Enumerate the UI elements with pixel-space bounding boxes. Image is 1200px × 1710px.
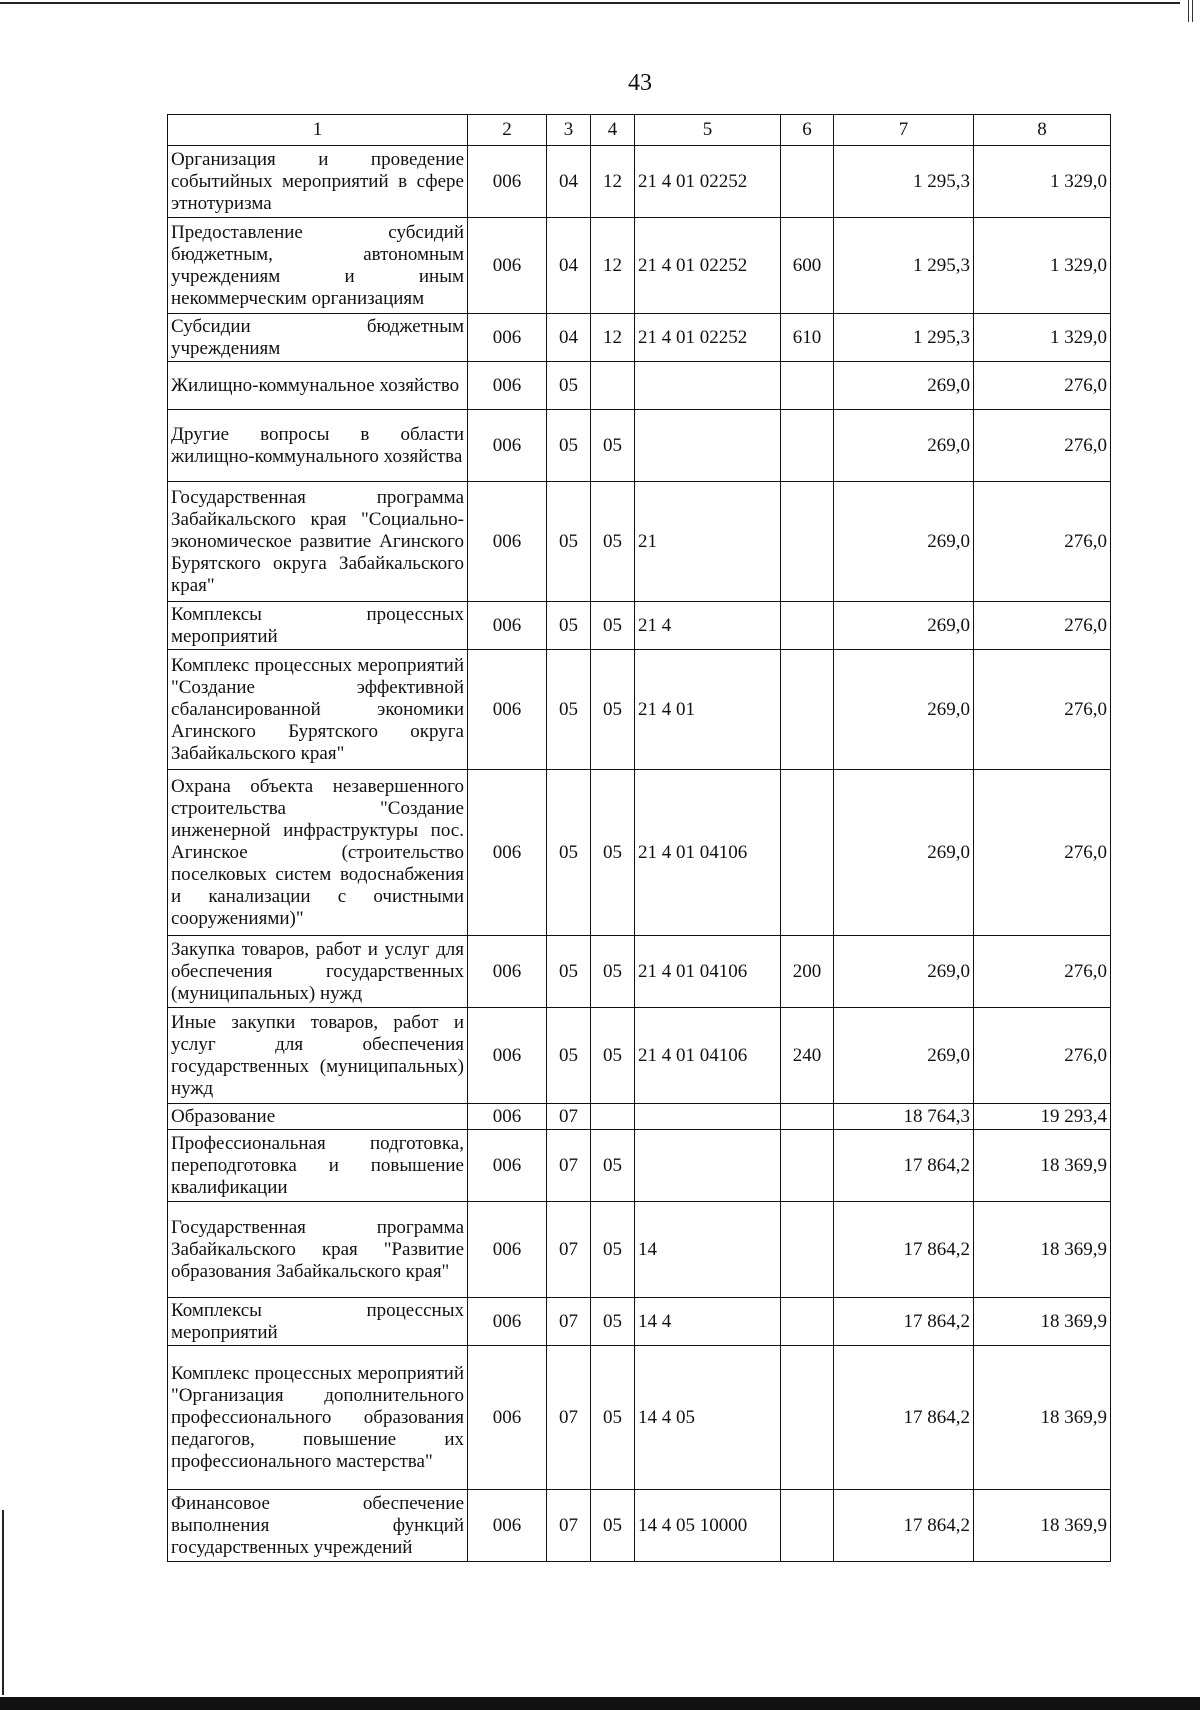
expense-type-cell: 200	[781, 936, 834, 1008]
row-name-cell: Закупка товаров, работ и услуг для обеспечения государственных (муниципальных) нужд	[168, 936, 468, 1008]
subsection-code-cell: 12	[591, 146, 635, 218]
table-row	[168, 936, 1111, 1008]
budget-table	[167, 114, 1111, 1562]
row-name-cell: Образование	[168, 1104, 468, 1130]
target-article-cell: 14 4 05	[635, 1346, 781, 1490]
row-name-cell: Иные закупки товаров, работ и услуг для обеспечения государственных (муниципальных) нужд	[168, 1008, 468, 1104]
amount-year1-cell: 17 864,2	[834, 1130, 974, 1202]
section-code-cell: 006	[468, 1130, 547, 1202]
header-cell: 1	[168, 115, 468, 146]
table-row	[168, 602, 1111, 650]
expense-type-cell: 600	[781, 218, 834, 314]
expense-type-cell	[781, 362, 834, 410]
table-row	[168, 1202, 1111, 1298]
target-article-cell: 21 4 01 04106	[635, 936, 781, 1008]
chapter-code-cell: 07	[547, 1202, 591, 1298]
table-row	[168, 410, 1111, 482]
amount-year1-cell: 17 864,2	[834, 1298, 974, 1346]
target-article-cell: 21 4 01 02252	[635, 314, 781, 362]
expense-type-cell	[781, 1346, 834, 1490]
section-code-cell: 006	[468, 936, 547, 1008]
table-row	[168, 770, 1111, 936]
table-row	[168, 1104, 1111, 1130]
table-row	[168, 362, 1111, 410]
subsection-code-cell: 05	[591, 602, 635, 650]
subsection-code-cell: 05	[591, 1298, 635, 1346]
amount-year2-cell: 18 369,9	[974, 1490, 1111, 1562]
amount-year2-cell: 19 293,4	[974, 1104, 1111, 1130]
chapter-code-cell: 05	[547, 770, 591, 936]
chapter-code-cell: 07	[547, 1104, 591, 1130]
scan-left-line	[2, 1510, 4, 1695]
target-article-cell	[635, 410, 781, 482]
subsection-code-cell: 05	[591, 1130, 635, 1202]
section-code-cell: 006	[468, 1104, 547, 1130]
amount-year1-cell: 17 864,2	[834, 1202, 974, 1298]
chapter-code-cell: 05	[547, 410, 591, 482]
section-code-cell: 006	[468, 410, 547, 482]
table-row	[168, 314, 1111, 362]
target-article-cell: 21 4 01 04106	[635, 1008, 781, 1104]
target-article-cell	[635, 1104, 781, 1130]
table-row	[168, 482, 1111, 602]
scan-bottom-bar	[0, 1697, 1200, 1710]
expense-type-cell	[781, 482, 834, 602]
target-article-cell	[635, 362, 781, 410]
expense-type-cell	[781, 1104, 834, 1130]
row-name-cell: Организация и проведение событийных мероприятий в сфере этнотуризма	[168, 146, 468, 218]
section-code-cell: 006	[468, 314, 547, 362]
row-name-cell: Другие вопросы в области жилищно-коммунального хозяйства	[168, 410, 468, 482]
amount-year2-cell: 276,0	[974, 362, 1111, 410]
scan-edge-mark	[1188, 0, 1193, 22]
section-code-cell: 006	[468, 146, 547, 218]
chapter-code-cell: 05	[547, 602, 591, 650]
chapter-code-cell: 04	[547, 146, 591, 218]
target-article-cell: 21 4 01 02252	[635, 218, 781, 314]
expense-type-cell	[781, 602, 834, 650]
subsection-code-cell: 05	[591, 1202, 635, 1298]
amount-year2-cell: 18 369,9	[974, 1202, 1111, 1298]
section-code-cell: 006	[468, 1490, 547, 1562]
expense-type-cell	[781, 1298, 834, 1346]
chapter-code-cell: 05	[547, 650, 591, 770]
amount-year1-cell: 269,0	[834, 362, 974, 410]
amount-year2-cell: 276,0	[974, 770, 1111, 936]
target-article-cell: 21 4 01	[635, 650, 781, 770]
expense-type-cell	[781, 146, 834, 218]
amount-year2-cell: 276,0	[974, 1008, 1111, 1104]
row-name-cell: Комплексы процессных мероприятий	[168, 602, 468, 650]
subsection-code-cell: 05	[591, 770, 635, 936]
row-name-cell: Государственная программа Забайкальского края "Социально-экономическое развитие Агинского Бурятского округа Забайкальского края"	[168, 482, 468, 602]
table-row	[168, 1130, 1111, 1202]
chapter-code-cell: 07	[547, 1346, 591, 1490]
header-cell: 6	[781, 115, 834, 146]
subsection-code-cell	[591, 362, 635, 410]
row-name-cell: Субсидии бюджетным учреждениям	[168, 314, 468, 362]
header-cell: 3	[547, 115, 591, 146]
subsection-code-cell: 05	[591, 650, 635, 770]
amount-year1-cell: 18 764,3	[834, 1104, 974, 1130]
section-code-cell: 006	[468, 1298, 547, 1346]
row-name-cell: Профессиональная подготовка, переподготовка и повышение квалификации	[168, 1130, 468, 1202]
amount-year1-cell: 269,0	[834, 482, 974, 602]
row-name-cell: Жилищно-коммунальное хозяйство	[168, 362, 468, 410]
subsection-code-cell	[591, 1104, 635, 1130]
target-article-cell: 21 4 01 04106	[635, 770, 781, 936]
header-row	[168, 115, 1111, 146]
amount-year2-cell: 276,0	[974, 482, 1111, 602]
expense-type-cell	[781, 1202, 834, 1298]
table-row	[168, 1008, 1111, 1104]
amount-year1-cell: 1 295,3	[834, 314, 974, 362]
amount-year1-cell: 269,0	[834, 770, 974, 936]
table-row	[168, 1298, 1111, 1346]
amount-year1-cell: 269,0	[834, 1008, 974, 1104]
header-cell: 4	[591, 115, 635, 146]
header-cell: 2	[468, 115, 547, 146]
expense-type-cell	[781, 1130, 834, 1202]
amount-year1-cell: 269,0	[834, 410, 974, 482]
subsection-code-cell: 12	[591, 314, 635, 362]
subsection-code-cell: 05	[591, 1008, 635, 1104]
amount-year1-cell: 269,0	[834, 602, 974, 650]
header-cell: 8	[974, 115, 1111, 146]
expense-type-cell	[781, 650, 834, 770]
target-article-cell: 14	[635, 1202, 781, 1298]
chapter-code-cell: 07	[547, 1298, 591, 1346]
section-code-cell: 006	[468, 650, 547, 770]
amount-year1-cell: 269,0	[834, 936, 974, 1008]
section-code-cell: 006	[468, 602, 547, 650]
expense-type-cell: 240	[781, 1008, 834, 1104]
subsection-code-cell: 05	[591, 1346, 635, 1490]
page-number: 43	[628, 70, 652, 96]
table-row	[168, 650, 1111, 770]
section-code-cell: 006	[468, 1346, 547, 1490]
chapter-code-cell: 04	[547, 314, 591, 362]
section-code-cell: 006	[468, 482, 547, 602]
section-code-cell: 006	[468, 1202, 547, 1298]
expense-type-cell	[781, 410, 834, 482]
section-code-cell: 006	[468, 362, 547, 410]
row-name-cell: Комплексы процессных мероприятий	[168, 1298, 468, 1346]
amount-year2-cell: 1 329,0	[974, 314, 1111, 362]
amount-year1-cell: 1 295,3	[834, 218, 974, 314]
amount-year2-cell: 276,0	[974, 410, 1111, 482]
section-code-cell: 006	[468, 770, 547, 936]
table-row	[168, 1490, 1111, 1562]
expense-type-cell: 610	[781, 314, 834, 362]
chapter-code-cell: 05	[547, 1008, 591, 1104]
target-article-cell: 14 4	[635, 1298, 781, 1346]
row-name-cell: Охрана объекта незавершенного строительства "Создание инженерной инфраструктуры пос. Агинское (строительство поселковых систем водоснабжения и канализации с очистными сооружениями)"	[168, 770, 468, 936]
expense-type-cell	[781, 770, 834, 936]
subsection-code-cell: 05	[591, 482, 635, 602]
target-article-cell: 21 4 01 02252	[635, 146, 781, 218]
section-code-cell: 006	[468, 1008, 547, 1104]
subsection-code-cell: 12	[591, 218, 635, 314]
amount-year2-cell: 18 369,9	[974, 1130, 1111, 1202]
scan-top-rule	[0, 2, 1180, 4]
amount-year2-cell: 276,0	[974, 936, 1111, 1008]
chapter-code-cell: 07	[547, 1130, 591, 1202]
row-name-cell: Предоставление субсидий бюджетным, автономным учреждениям и иным некоммерческим организациям	[168, 218, 468, 314]
chapter-code-cell: 04	[547, 218, 591, 314]
target-article-cell: 14 4 05 10000	[635, 1490, 781, 1562]
amount-year2-cell: 1 329,0	[974, 146, 1111, 218]
table-row	[168, 218, 1111, 314]
header-cell: 7	[834, 115, 974, 146]
amount-year2-cell: 1 329,0	[974, 218, 1111, 314]
amount-year1-cell: 269,0	[834, 650, 974, 770]
subsection-code-cell: 05	[591, 936, 635, 1008]
amount-year2-cell: 276,0	[974, 650, 1111, 770]
header-cell: 5	[635, 115, 781, 146]
amount-year2-cell: 18 369,9	[974, 1298, 1111, 1346]
row-name-cell: Государственная программа Забайкальского края "Развитие образования Забайкальского края"	[168, 1202, 468, 1298]
amount-year1-cell: 1 295,3	[834, 146, 974, 218]
chapter-code-cell: 05	[547, 936, 591, 1008]
chapter-code-cell: 05	[547, 482, 591, 602]
amount-year1-cell: 17 864,2	[834, 1346, 974, 1490]
chapter-code-cell: 07	[547, 1490, 591, 1562]
row-name-cell: Комплекс процессных мероприятий "Организация дополнительного профессионального образования педагогов, повышение их профессионального мастерства"	[168, 1346, 468, 1490]
chapter-code-cell: 05	[547, 362, 591, 410]
target-article-cell: 21 4	[635, 602, 781, 650]
table-row	[168, 146, 1111, 218]
subsection-code-cell: 05	[591, 410, 635, 482]
table-row	[168, 1346, 1111, 1490]
subsection-code-cell: 05	[591, 1490, 635, 1562]
row-name-cell: Финансовое обеспечение выполнения функций государственных учреждений	[168, 1490, 468, 1562]
amount-year1-cell: 17 864,2	[834, 1490, 974, 1562]
target-article-cell	[635, 1130, 781, 1202]
expense-type-cell	[781, 1490, 834, 1562]
target-article-cell: 21	[635, 482, 781, 602]
amount-year2-cell: 18 369,9	[974, 1346, 1111, 1490]
row-name-cell: Комплекс процессных мероприятий "Создание эффективной сбалансированной экономики Агинского Бурятского округа Забайкальского края"	[168, 650, 468, 770]
amount-year2-cell: 276,0	[974, 602, 1111, 650]
section-code-cell: 006	[468, 218, 547, 314]
